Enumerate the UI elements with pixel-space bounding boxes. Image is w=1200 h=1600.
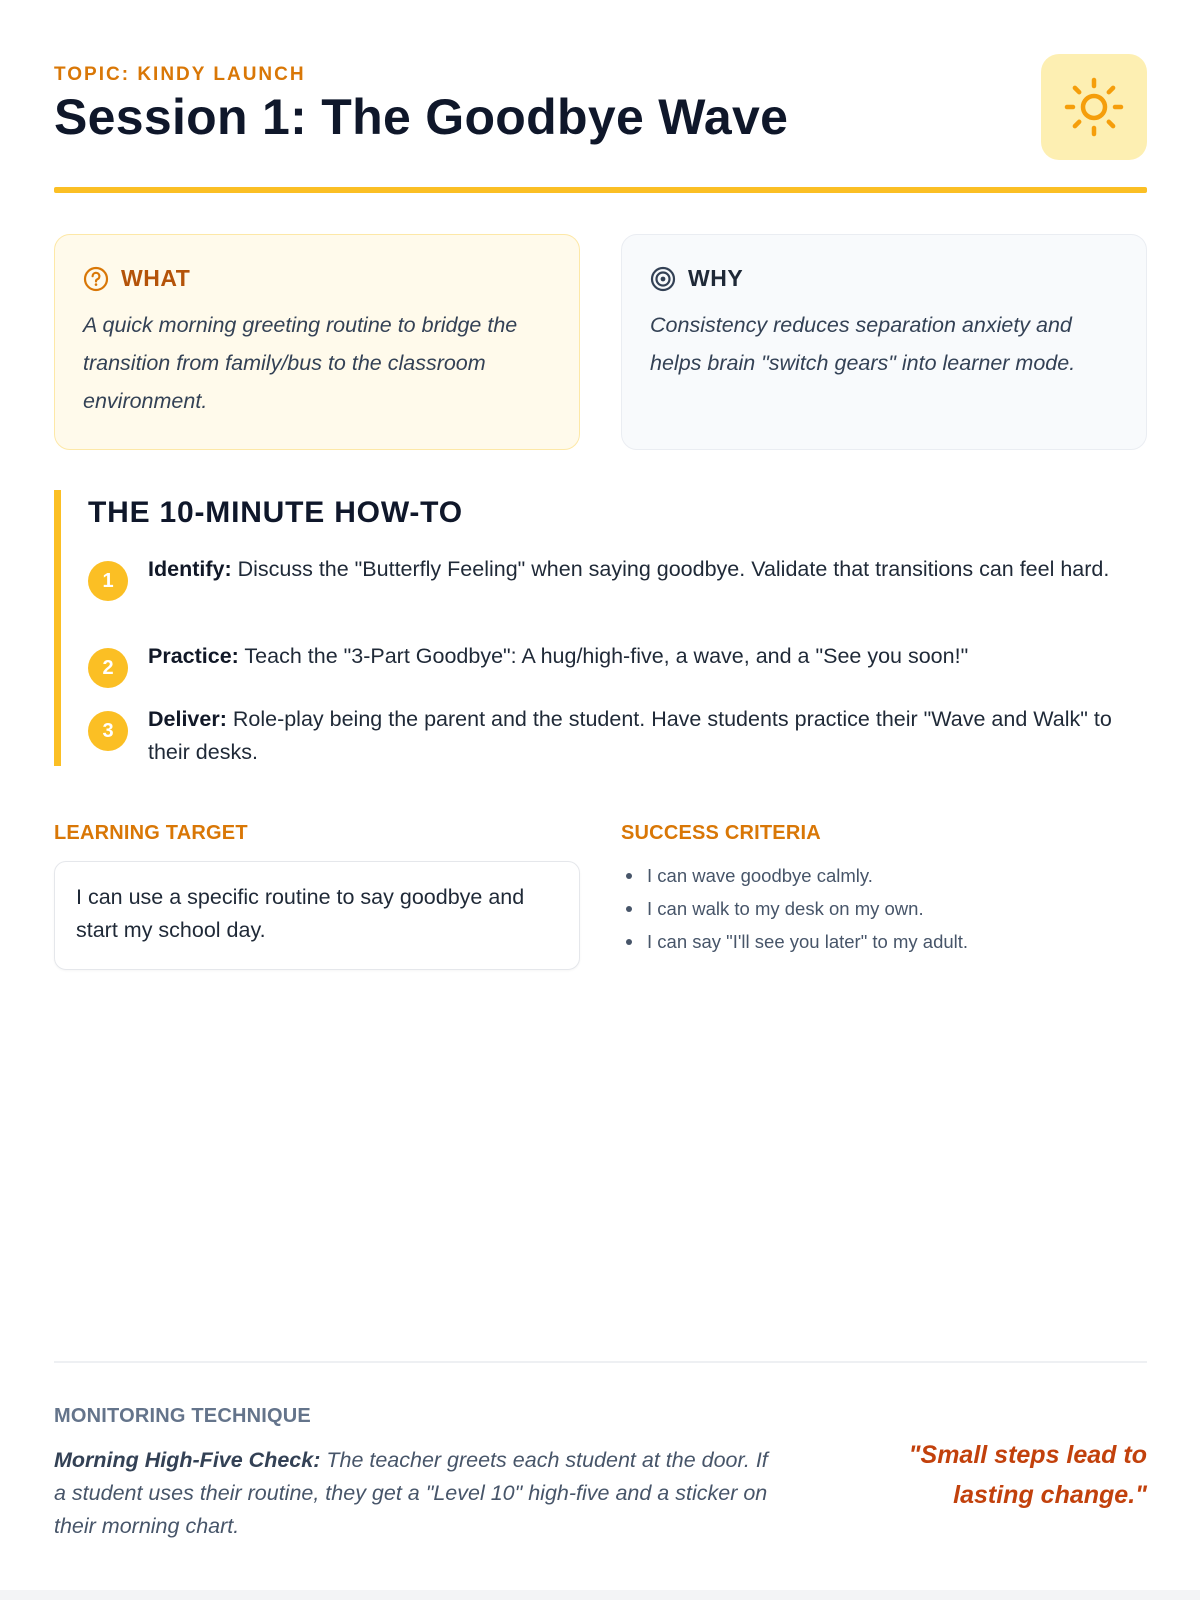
step-label: Identify:	[148, 557, 232, 581]
footer-divider	[54, 1361, 1147, 1363]
sun-icon	[1062, 75, 1126, 139]
lesson-page	[54, 0, 1147, 1600]
list-item: I can walk to my desk on my own.	[621, 892, 1147, 925]
what-text: A quick morning greeting routine to bridge the transition from family/bus to the classroom environment.	[83, 313, 518, 413]
success-criteria-label: SUCCESS CRITERIA	[621, 822, 821, 844]
why-label: WHY	[688, 265, 744, 291]
why-text: Consistency reduces separation anxiety and helps brain "switch gears" into learner mode.	[650, 313, 1076, 375]
target-icon	[650, 266, 676, 292]
topic-label: TOPIC: KINDY LAUNCH	[54, 64, 306, 85]
monitoring-description: The teacher greets each student at the door. If a student uses their routine, they get a "Level 10" high-five and a sticker on their morning chart.	[54, 1448, 768, 1538]
footer-quote: "Small steps lead to lasting change."	[908, 1441, 1147, 1509]
step-description: Role-play being the parent and the student. Have students practice their "Wave and Walk" to their desks.	[148, 707, 1112, 764]
step-label: Practice:	[148, 644, 239, 668]
step-label: Deliver:	[148, 707, 227, 731]
step-text	[148, 703, 1148, 769]
step-text	[148, 640, 1148, 673]
step-description: Discuss the "Butterfly Feeling" when saying goodbye. Validate that transitions can feel hard.	[231, 557, 1110, 581]
success-criteria-list	[621, 859, 1147, 958]
step-number-badge: 1	[88, 561, 128, 601]
step-number-badge: 2	[88, 648, 128, 688]
page-title: Session 1: The Goodbye Wave	[54, 89, 789, 145]
step-text	[148, 553, 1148, 586]
header-rule	[54, 187, 1147, 193]
list-item: I can say "I'll see you later" to my adult.	[621, 925, 1147, 958]
what-card	[54, 234, 580, 450]
question-circle-icon	[83, 266, 109, 292]
list-item: I can wave goodbye calmly.	[621, 859, 1147, 892]
monitoring-label: MONITORING TECHNIQUE	[54, 1405, 311, 1427]
learning-target-box: I can use a specific routine to say goodbye and start my school day.	[54, 861, 580, 970]
learning-target-label: LEARNING TARGET	[54, 822, 248, 844]
sun-badge	[1041, 54, 1147, 160]
step-description: Teach the "3-Part Goodbye": A hug/high-five, a wave, and a "See you soon!"	[238, 644, 969, 668]
bottom-band	[0, 1590, 1200, 1600]
step-number-badge: 3	[88, 711, 128, 751]
monitoring-lead: Morning High-Five Check:	[54, 1448, 321, 1472]
monitoring-text	[54, 1444, 774, 1543]
why-card	[621, 234, 1147, 450]
what-label: WHAT	[121, 265, 191, 291]
howto-title: THE 10-MINUTE HOW-TO	[88, 496, 463, 529]
